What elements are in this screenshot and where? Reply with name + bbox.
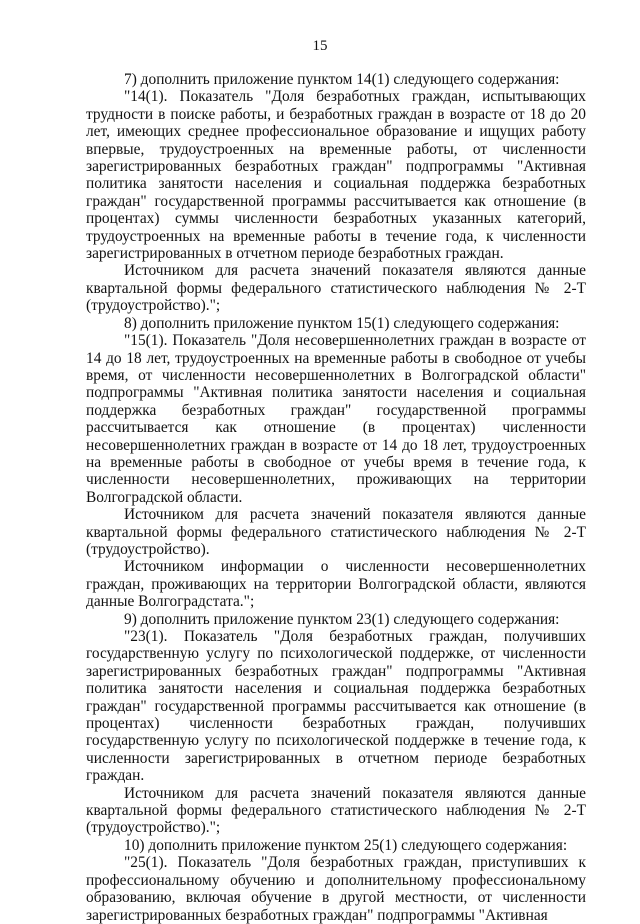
- paragraph-item-7: 7) дополнить приложение пунктом 14(1) следующего содержания:: [124, 71, 560, 88]
- paragraph-source-14-1: Источником для расчета значений показателя являются данные квартальной формы федерального статистического наблюдения № 2-Т (трудоустройство).";: [86, 262, 586, 315]
- paragraph-indicator-14-1: "14(1). Показатель "Доля безработных граждан, испытывающих трудности в поиске работы, и безработных граждан в возрасте от 18 до 20 лет, имеющих среднее профессиональное образование и ищущих работу впервые, трудоустроенных на временные работы, от численности зарегистрированных безработных граждан" подпрограммы "Активная политика занятости населения и социальная поддержка безработных граждан" государственной программы рассчитывается как отношение (в процентах) суммы численности безработных указанных категорий, трудоустроенных на временные работы в течение года, к численности зарегистрированных в отчетном периоде безработных граждан.: [86, 88, 586, 263]
- paragraph-indicator-15-1: "15(1). Показатель "Доля несовершеннолетних граждан в возрасте от 14 до 18 лет, трудоустроенных на временные работы в свободное от учебы время, от численности несовершеннолетних в Волгоградской области" подпрограммы "Активная политика занятости населения и социальная поддержка безработных граждан" государственной программы рассчитывается как отношение (в процентах) численности несовершеннолетних граждан в возрасте от 14 до 18 лет, трудоустроенных на временные работы в свободное от учебы время в течение года, к численности несовершеннолетних, проживающих на территории Волгоградской области.: [86, 332, 586, 506]
- paragraph-source-info-15-1: Источником информации о численности несовершеннолетних граждан, проживающих на территории Волгоградской области, являются данные Волгоградстата.";: [86, 558, 586, 611]
- paragraph-source-15-1: Источником для расчета значений показателя являются данные квартальной формы федерального статистического наблюдения № 2-Т (трудоустройство).: [86, 506, 586, 558]
- paragraph-item-9: 9) дополнить приложение пунктом 23(1) следующего содержания:: [124, 610, 560, 628]
- paragraph-indicator-25-1: "25(1). Показатель "Доля безработных граждан, приступивших к профессиональному обучению и дополнительному профессиональному образованию, включая обучение в другой местности, от численности зарегистрированных безработных граждан" подпрограммы "Активная: [86, 854, 586, 924]
- paragraph-source-23-1: Источником для расчета значений показателя являются данные квартальной формы федерального статистического наблюдения № 2-Т (трудоустройство).";: [86, 784, 586, 837]
- paragraph-indicator-23-1: "23(1). Показатель "Доля безработных граждан, получивших государственную услугу по психологической поддержке, от численности зарегистрированных безработных граждан" подпрограммы "Активная политика занятости населения и социальная поддержка безработных граждан" государственной программы рассчитывается как отношение (в процентах) численности безработных граждан, получивших государственную услугу по психологической поддержке в течение года, к численности зарегистрированных в отчетном периоде безработных граждан.: [86, 628, 586, 785]
- page-number: 15: [312, 38, 328, 54]
- paragraph-item-10: 10) дополнить приложение пунктом 25(1) следующего содержания:: [124, 836, 568, 854]
- paragraph-item-8: 8) дополнить приложение пунктом 15(1) следующего содержания:: [124, 314, 560, 332]
- document-body: [86, 71, 586, 924]
